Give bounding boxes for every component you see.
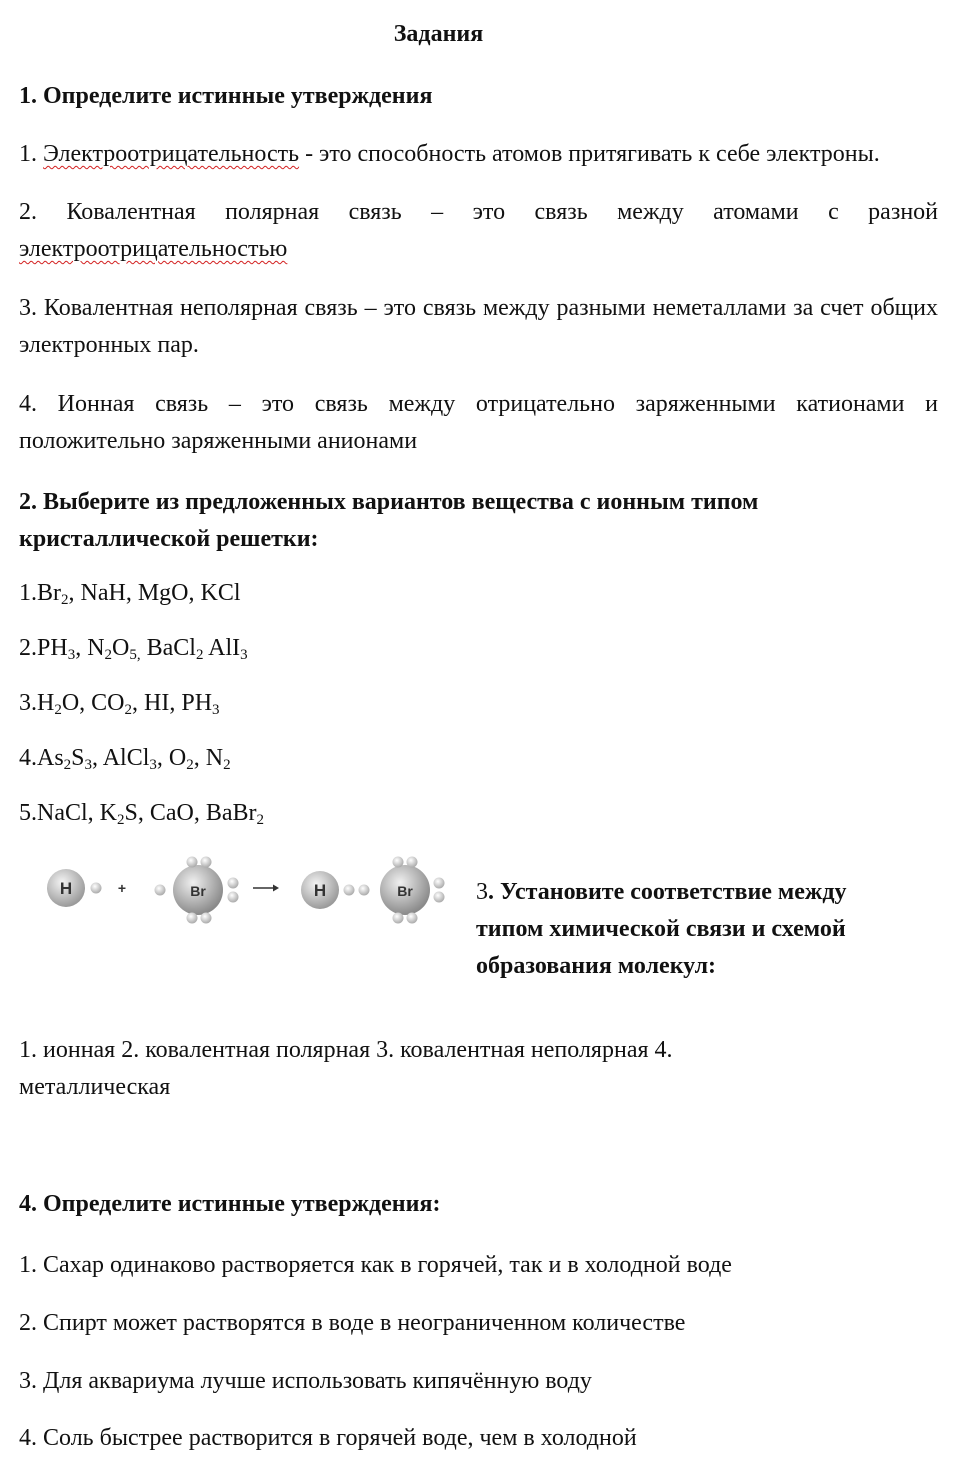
svg-text:H: H	[313, 881, 327, 900]
electron	[228, 892, 239, 903]
q2-heading: 2. Выберите из предложенных вариантов вещества с ионным типом кристаллической решетки:	[19, 489, 759, 552]
bromine-atom	[380, 865, 430, 915]
electron	[228, 878, 239, 889]
q2-option-3: $3.H_2O$, $CO_2$, HI, $PH_3$	[19, 690, 220, 718]
hydrogen-atom	[47, 869, 85, 907]
q2-option-5: 5.NaCl, $K_2S$, CaO, BaBr$_2$	[19, 800, 264, 828]
electron	[393, 913, 404, 924]
q3-answer-options: 1. ионная 2. ковалентная полярная 3. ковалентная неполярная 4. металлическая	[19, 1037, 673, 1100]
electron	[434, 892, 445, 903]
electron	[187, 913, 198, 924]
q2-option-2: $2.PH_3$, $N_2O_{5,}$ BaCl$_2$ AlI$_3$	[19, 635, 248, 663]
q1-heading: 1. Определите истинные утверждения	[19, 83, 433, 109]
electron	[201, 857, 212, 868]
svg-text:Br: Br	[397, 883, 413, 899]
electron	[201, 913, 212, 924]
q4-item-4: 4. Соль быстрее растворится в горячей воде, чем в холодной	[19, 1425, 637, 1451]
misspelled-word: Электроотрицательность	[43, 141, 300, 167]
q1-item-2: 2. Ковалентная полярная связь – это связь между атомами с разной электроотрицательностью	[19, 199, 938, 262]
shared-electron	[359, 885, 370, 896]
q4-heading: 4. Определите истинные утверждения:	[19, 1191, 441, 1217]
electron	[155, 885, 166, 896]
electron	[434, 878, 445, 889]
shared-electron	[344, 885, 355, 896]
svg-text:H: H	[59, 879, 73, 898]
q2-option-1: $1.Br_2$, NaH, MgO, KCl	[19, 580, 241, 608]
hbr-formation-diagram	[40, 850, 460, 935]
hydrogen-atom	[301, 871, 339, 909]
q4-item-3: 3. Для аквариума лучше использовать кипячённую воду	[19, 1368, 592, 1394]
electron	[407, 913, 418, 924]
reaction-arrow	[253, 885, 279, 892]
plus-sign: +	[117, 880, 127, 896]
page-title: Задания	[393, 21, 484, 47]
electron	[407, 857, 418, 868]
bromine-atom	[173, 865, 223, 915]
misspelled-word: электроотрицательностью	[19, 236, 288, 262]
q4-item-1: 1. Сахар одинаково растворяется как в горячей, так и в холодной воде	[19, 1252, 732, 1278]
electron	[187, 857, 198, 868]
q3-heading: 3. Установите соответствие между типом химической связи и схемой образования молекул:	[476, 879, 847, 979]
svg-text:Br: Br	[190, 883, 206, 899]
electron	[91, 883, 102, 894]
q1-item-1: 1. Электроотрицательность - это способность атомов притягивать к себе электроны.	[19, 141, 880, 167]
q1-item-3: 3. Ковалентная неполярная связь – это связь между разными неметаллами за счет общих электронных пар.	[19, 295, 938, 358]
q1-item-4: 4. Ионная связь – это связь между отрицательно заряженными катионами и положительно заряженными анионами	[19, 391, 938, 454]
q4-item-2: 2. Спирт может растворятся в воде в неограниченном количестве	[19, 1310, 686, 1336]
q2-option-4: $4.As_2S_3$, AlCl$_3$, $O_2$, $N_2$	[19, 745, 231, 773]
electron	[393, 857, 404, 868]
